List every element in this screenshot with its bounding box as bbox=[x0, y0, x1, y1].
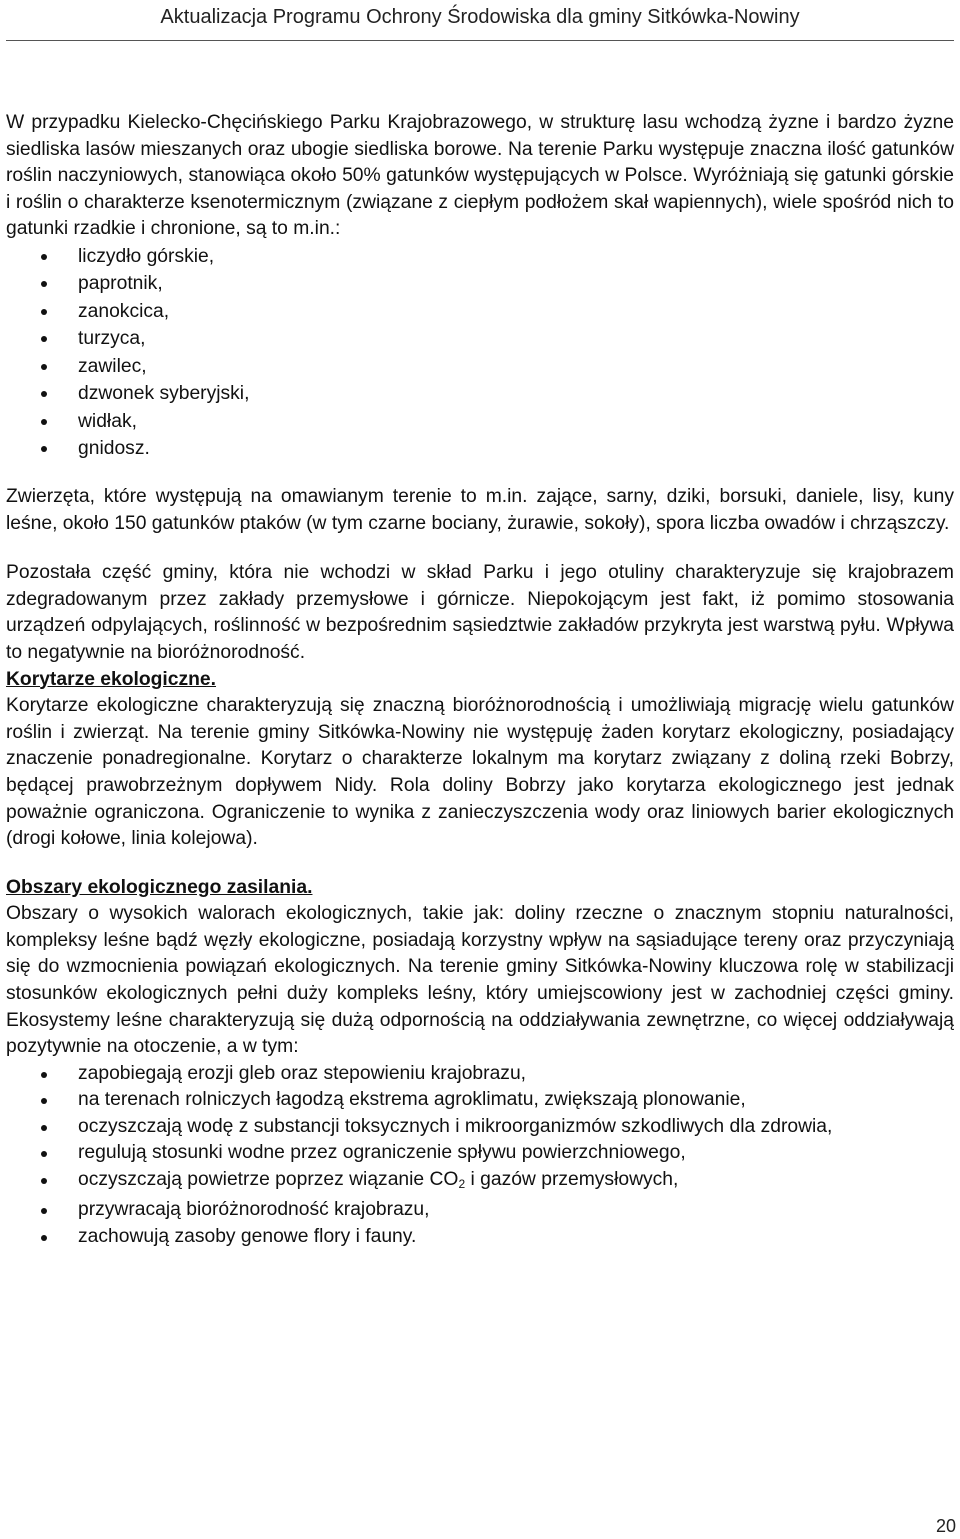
paragraph-degraded-area: Pozostała część gminy, która nie wchodzi w skład Parku i jego otuliny charakteryzuje się krajobrazem zdegradowanym przez zakłady przemysłowe i górnicze. Niepokojącym jest fakt, iż pomimo stosowania urządzeń odpylających, roślinność w bezpośrednim sąsiedztwie zakładów przykryta jest warstwą pyłu. Wpływa to negatywnie na bioróżnorodność. bbox=[6, 562, 954, 663]
bullet-icon bbox=[41, 281, 47, 287]
bullet-icon bbox=[41, 391, 47, 397]
bullet-icon bbox=[41, 1098, 47, 1104]
bullet-icon bbox=[41, 1235, 47, 1241]
list-item bbox=[6, 1224, 954, 1251]
list-item-text: przywracają bioróżnorodność krajobrazu, bbox=[78, 1199, 430, 1221]
bullet-icon bbox=[41, 419, 47, 425]
co2-text-post: i gazów przemysłowych, bbox=[465, 1168, 679, 1190]
list-item bbox=[6, 1114, 954, 1141]
list-item-text: oczyszczają wodę z substancji toksycznych i mikroorganizmów szkodliwych dla zdrowia, bbox=[78, 1115, 833, 1137]
list-item bbox=[6, 1087, 954, 1114]
list-item-text: paprotnik, bbox=[78, 273, 163, 295]
header-title: Aktualizacja Programu Ochrony Środowiska dla gminy Sitkówka-Nowiny bbox=[160, 6, 800, 28]
bullet-icon bbox=[41, 254, 47, 260]
bullet-icon bbox=[41, 1072, 47, 1078]
header-divider bbox=[6, 40, 954, 41]
bullet-icon bbox=[41, 1208, 47, 1214]
list-item-text: dzwonek syberyjski, bbox=[78, 383, 250, 405]
list-item-text: zapobiegają erozji gleb oraz stepowieniu krajobrazu, bbox=[78, 1062, 527, 1084]
page-header bbox=[0, 0, 960, 40]
list-item-text: liczydło górskie, bbox=[78, 245, 215, 267]
paragraph-animals: Zwierzęta, które występują na omawianym terenie to m.in. zające, sarny, dziki, borsuki, daniele, lisy, kuny leśne, około 150 gatunków ptaków (w tym czarne bociany, żurawie, sokoły), spora liczba owadów i chrząszczy. bbox=[6, 485, 954, 534]
list-item bbox=[6, 270, 954, 298]
bullet-icon bbox=[41, 364, 47, 370]
list-item-text: gnidosz. bbox=[78, 438, 150, 460]
co2-text-pre: oczyszczają powietrze poprzez wiązanie CO bbox=[78, 1168, 459, 1190]
list-item bbox=[6, 1140, 954, 1167]
list-item bbox=[6, 1061, 954, 1088]
bullet-icon bbox=[41, 336, 47, 342]
list-item bbox=[6, 298, 954, 326]
list-item-text bbox=[78, 1169, 678, 1190]
list-item-text: turzyca, bbox=[78, 328, 146, 350]
list-item bbox=[6, 1167, 954, 1198]
list-item bbox=[6, 325, 954, 353]
paragraph-supply-areas: Obszary o wysokich walorach ekologicznych, takie jak: doliny rzeczne o znacznym stopniu naturalności, kompleksy leśne bądź węzły ekologiczne, posiadają korzystny wpływ na sąsiadujące tereny oraz przyczyniają się do wzmocnienia powiązań ekologicznych. Na terenie gminy Sitkówka-Nowiny kluczowa rolę w stabilizacji stosunków ekologicznych pełni duży kompleks leśny, który umiejscowiony jest w zachodniej części gminy. Ekosystemy leśne charakteryzują się dużą odpornością na oddziaływania zewnętrzne, co więcej oddziaływają pozytywnie na otoczenie, a w tym: bbox=[6, 903, 954, 1058]
list-item-text: zanokcica, bbox=[78, 300, 170, 322]
bullet-icon bbox=[41, 1178, 47, 1184]
list-item bbox=[6, 1197, 954, 1224]
page-content bbox=[6, 110, 954, 1250]
list-item-text: na terenach rolniczych łagodzą ekstrema agroklimatu, zwiększają plonowanie, bbox=[78, 1089, 746, 1111]
list-item-text: widłak, bbox=[78, 410, 137, 432]
page-number: 20 bbox=[935, 1516, 956, 1536]
list-item-text: zachowują zasoby genowe flory i fauny. bbox=[78, 1225, 417, 1247]
list-item bbox=[6, 408, 954, 436]
list-item bbox=[6, 380, 954, 408]
heading-ecological-corridors: Korytarze ekologiczne. bbox=[6, 668, 217, 690]
bullet-icon bbox=[41, 1125, 47, 1131]
forest-effects-list bbox=[6, 1061, 954, 1251]
protected-plants-list bbox=[6, 243, 954, 463]
bullet-icon bbox=[41, 309, 47, 315]
list-item bbox=[6, 435, 954, 463]
paragraph-corridors: Korytarze ekologiczne charakteryzują się znaczną bioróżnorodnością i umożliwiają migrację wielu gatunków roślin i zwierząt. Na terenie gminy Sitkówka-Nowiny nie występuję żaden korytarz ekologiczny, posiadający znaczenie ponadregionalne. Korytarz o charakterze lokalnym ma korytarz związany z doliną rzeki Bobrzy, będącej prawobrzeżnym dopływem Nidy. Rola doliny Bobrzy jako korytarza ekologicznego jest jednak poważnie ograniczona. Ograniczenie to wynika z zanieczyszczenia wody oraz liniowych barier ekologicznych (drogi kołowe, linia kolejowa). bbox=[6, 695, 954, 850]
list-item-text: regulują stosunki wodne przez ograniczenie spływu powierzchniowego, bbox=[78, 1142, 686, 1164]
list-item-text: zawilec, bbox=[78, 355, 147, 377]
list-item bbox=[6, 353, 954, 381]
co2-subscript: 2 bbox=[458, 1176, 466, 1191]
bullet-icon bbox=[41, 1151, 47, 1157]
heading-ecological-supply-areas: Obszary ekologicznego zasilania. bbox=[6, 876, 313, 898]
list-item bbox=[6, 243, 954, 271]
bullet-icon bbox=[41, 446, 47, 452]
paragraph-park-forests: W przypadku Kielecko-Chęcińskiego Parku Krajobrazowego, w strukturę lasu wchodzą żyzne i bardzo żyzne siedliska lasów mieszanych oraz ubogie siedliska borowe. Na terenie Parku występuje znaczna ilość gatunków roślin naczyniowych, stanowiąca około 50% gatunków występujących w Polsce. Wyróżniają się gatunki górskie i roślin o charakterze ksenotermicznym (związane z ciepłym podłożem skał wapiennych), wiele spośród nich to gatunki rzadkie i chronione, są to m.in.: bbox=[6, 112, 954, 240]
